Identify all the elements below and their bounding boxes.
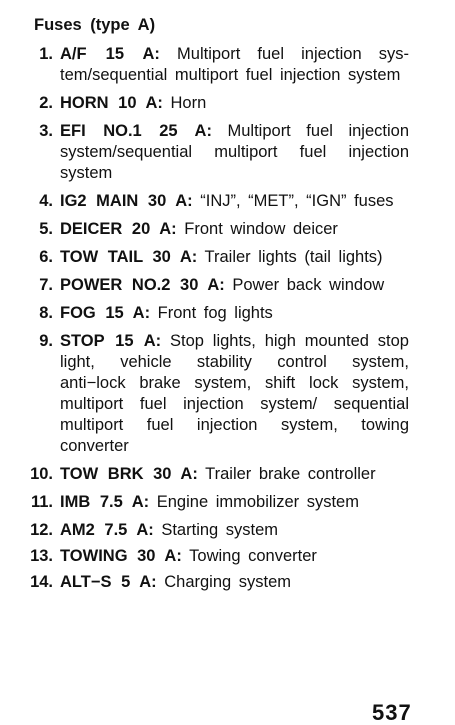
fuse-description: Front fog lights [157,304,273,322]
fuse-code: A/F 15 A: [60,45,160,63]
fuse-number: 1. [39,45,53,63]
fuse-number: 4. [39,192,53,210]
fuse-description: Power back window [232,276,385,294]
fuse-item [0,121,455,184]
fuse-number: 5. [39,220,53,238]
fuse-item [0,219,455,240]
fuse-item [0,492,455,513]
fuse-code: ALT−S 5 A: [60,573,157,591]
fuse-number: 14. [30,573,53,591]
fuse-item [0,546,455,567]
fuse-description: Engine immobilizer system [156,493,359,511]
fuse-number: 9. [39,332,53,350]
fuse-description: Towing converter [189,547,317,565]
fuse-description: Trailer brake controller [205,465,376,483]
fuse-item [0,303,455,324]
fuse-number: 11. [30,493,53,511]
fuse-description: Horn [170,94,207,112]
fuse-item [0,191,455,212]
fuse-code: POWER NO.2 30 A: [60,276,225,294]
fuse-number: 10. [30,465,53,483]
fuse-number: 8. [39,304,53,322]
fuse-item [0,572,455,593]
fuse-description: Stop lights, high mounted stop light, vehicle stability control system, anti−lock brake system, shift lock system, multiport fuel injection system/ sequential multiport fuel injection system, towing converter [60,332,409,455]
fuse-list [0,44,455,598]
fuse-item [0,275,455,296]
fuse-item [0,44,455,86]
fuse-code: TOWING 30 A: [60,547,182,565]
fuse-number: 12. [30,521,53,539]
fuse-code: EFI NO.1 25 A: [60,122,212,140]
fuse-item [0,331,455,457]
fuse-number: 2. [39,94,53,112]
fuse-code: FOG 15 A: [60,304,151,322]
fuse-description: Multiport fuel injection system/sequential multiport fuel injection system [60,122,409,182]
fuse-number: 13. [30,547,53,565]
fuse-number: 3. [39,122,53,140]
fuse-code: TOW TAIL 30 A: [60,248,198,266]
fuse-description: Starting system [161,521,279,539]
fuse-code: HORN 10 A: [60,94,163,112]
fuse-code: TOW BRK 30 A: [60,465,198,483]
fuse-item [0,520,455,541]
fuse-description: Trailer lights (tail lights) [204,248,383,266]
fuse-code: IG2 MAIN 30 A: [60,192,193,210]
fuse-item [0,247,455,268]
page-number: 537 [372,700,412,725]
fuse-code: IMB 7.5 A: [60,493,150,511]
fuse-code: STOP 15 A: [60,332,162,350]
fuse-code: AM2 7.5 A: [60,521,154,539]
fuse-description: Charging system [164,573,292,591]
fuse-code: DEICER 20 A: [60,220,177,238]
fuse-number: 7. [39,276,53,294]
fuse-item [0,464,455,485]
fuse-description: Front window deicer [184,220,338,238]
fuse-description: “INJ”, “MET”, “IGN” fuses [200,192,394,210]
fuse-item [0,93,455,114]
fuse-number: 6. [39,248,53,266]
section-heading: Fuses (type A) [34,16,156,34]
fuse-description: Multiport fuel injection system/sequential multiport fuel injection system [60,45,409,84]
